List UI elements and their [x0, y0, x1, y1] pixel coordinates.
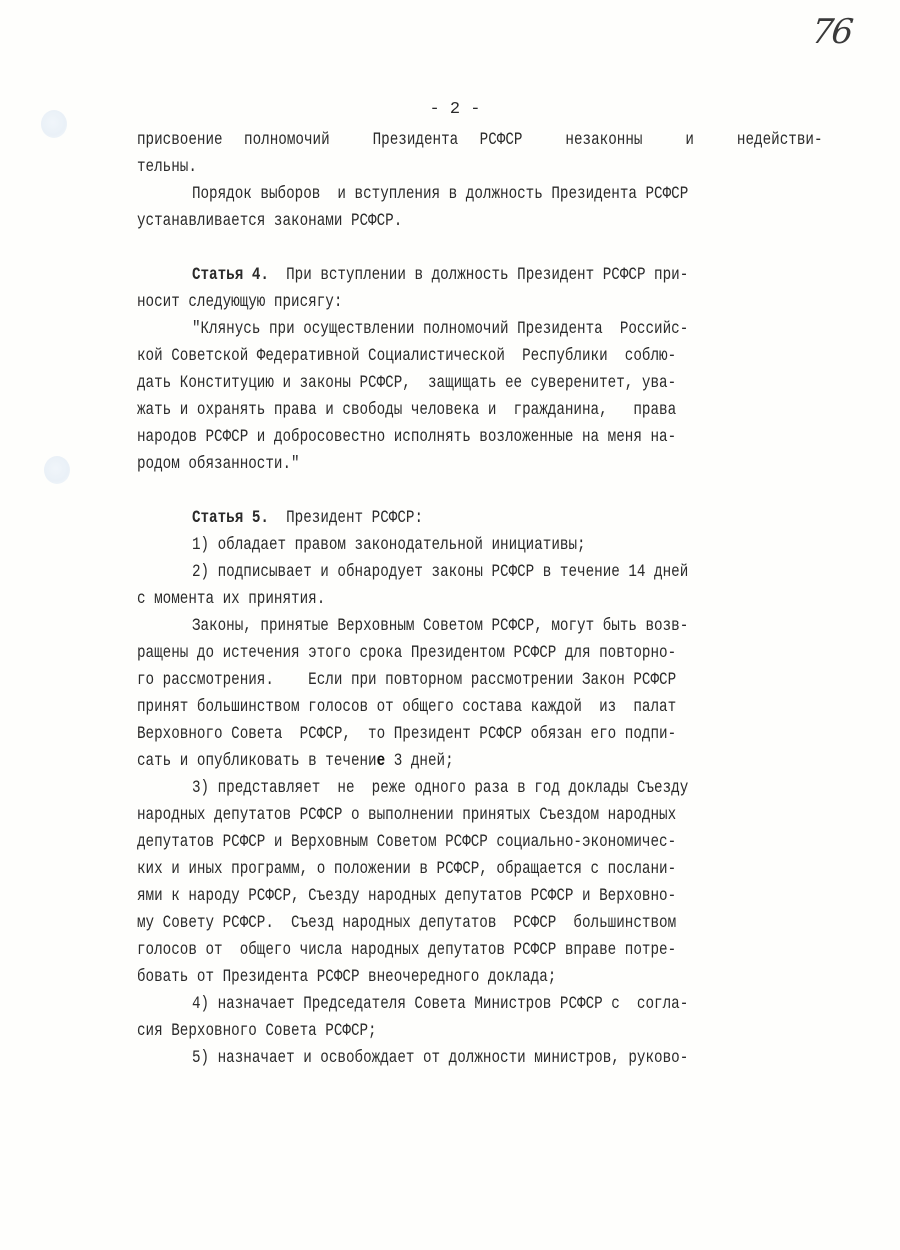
overstruck-letter: е	[376, 752, 386, 771]
text-span: 3 дней;	[385, 752, 454, 771]
text-line: дать Конституцию и законы РСФСР, защищать ее суверенитет, ува-	[137, 374, 677, 393]
text-line: родом обязанности."	[137, 455, 300, 474]
text-line: ких и иных программ, о положении в РСФСР, обращается с послани-	[137, 860, 677, 879]
text-span: Президент РСФСР:	[268, 509, 424, 528]
text-line: народных депутатов РСФСР о выполнении принятых Съездом народных	[137, 806, 677, 825]
article-5-first-line	[137, 505, 823, 532]
text-line: устанавливается законами РСФСР.	[137, 212, 403, 231]
text-line: го рассмотрения. Если при повторном рассмотрении Закон РСФСР	[137, 671, 677, 690]
text-line: народов РСФСР и добросовестно исполнять возложенные на меня на-	[137, 428, 677, 447]
text-line: тельны.	[137, 158, 197, 177]
text-line: голосов от общего числа народных депутатов РСФСР вправе потре-	[137, 941, 677, 960]
paragraph-gap	[137, 478, 823, 505]
text-line: му Совету РСФСР. Съезд народных депутатов РСФСР большинством	[137, 914, 677, 933]
list-item: 2) подписывает и обнародует законы РСФСР в течение 14 дней	[191, 563, 689, 582]
text-line: Законы, принятые Верховным Советом РСФСР, могут быть возв-	[191, 617, 689, 636]
text-line: депутатов РСФСР и Верховным Советом РСФСР социально-экономичес-	[137, 833, 677, 852]
text-line-with-emphasis	[137, 748, 823, 775]
page-body	[137, 127, 823, 1072]
article-heading: Статья 5.	[191, 509, 269, 528]
list-item: 3) представляет не реже одного раза в год доклады Съезду	[191, 779, 689, 798]
text-line: бовать от Президента РСФСР внеочередного доклада;	[137, 968, 557, 987]
article-heading: Статья 4.	[191, 266, 269, 285]
text-line: Порядок выборов и вступления в должность Президента РСФСР	[191, 185, 689, 204]
list-item: 4) назначает Председателя Совета Министров РСФСР с согла-	[191, 995, 689, 1014]
text-line: с момента их принятия.	[137, 590, 326, 609]
article-4-first-line	[137, 262, 823, 289]
text-span: сать и опубликовать в течени	[137, 752, 377, 771]
handwritten-folio-number: 76	[809, 12, 854, 52]
text-line: принят большинством голосов от общего состава каждой из палат	[137, 698, 677, 717]
text-line: кой Советской Федеративной Социалистической Республики соблю-	[137, 347, 677, 366]
paragraph-gap	[137, 235, 823, 262]
punch-hole-mark	[44, 456, 70, 484]
text-line: присвоение полномочий Президента РСФСР незаконны и недействи-	[137, 131, 823, 150]
list-item: 5) назначает и освобождает от должности министров, руково-	[191, 1049, 689, 1068]
text-line: "Клянусь при осуществлении полномочий Президента Российс-	[191, 320, 689, 339]
text-line: Верховного Совета РСФСР, то Президент РСФСР обязан его подпи-	[137, 725, 677, 744]
text-line: жать и охранять права и свободы человека и гражданина, права	[137, 401, 677, 420]
text-line: ращены до истечения этого срока Президентом РСФСР для повторно-	[137, 644, 677, 663]
text-span: При вступлении в должность Президент РСФСР при-	[268, 266, 689, 285]
text-line: сия Верховного Совета РСФСР;	[137, 1022, 377, 1041]
text-line: носит следующую присягу:	[137, 293, 343, 312]
page-number: - 2 -	[429, 100, 481, 119]
text-line: ями к народу РСФСР, Съезду народных депутатов РСФСР и Верховно-	[137, 887, 677, 906]
list-item: 1) обладает правом законодательной инициативы;	[191, 536, 586, 555]
